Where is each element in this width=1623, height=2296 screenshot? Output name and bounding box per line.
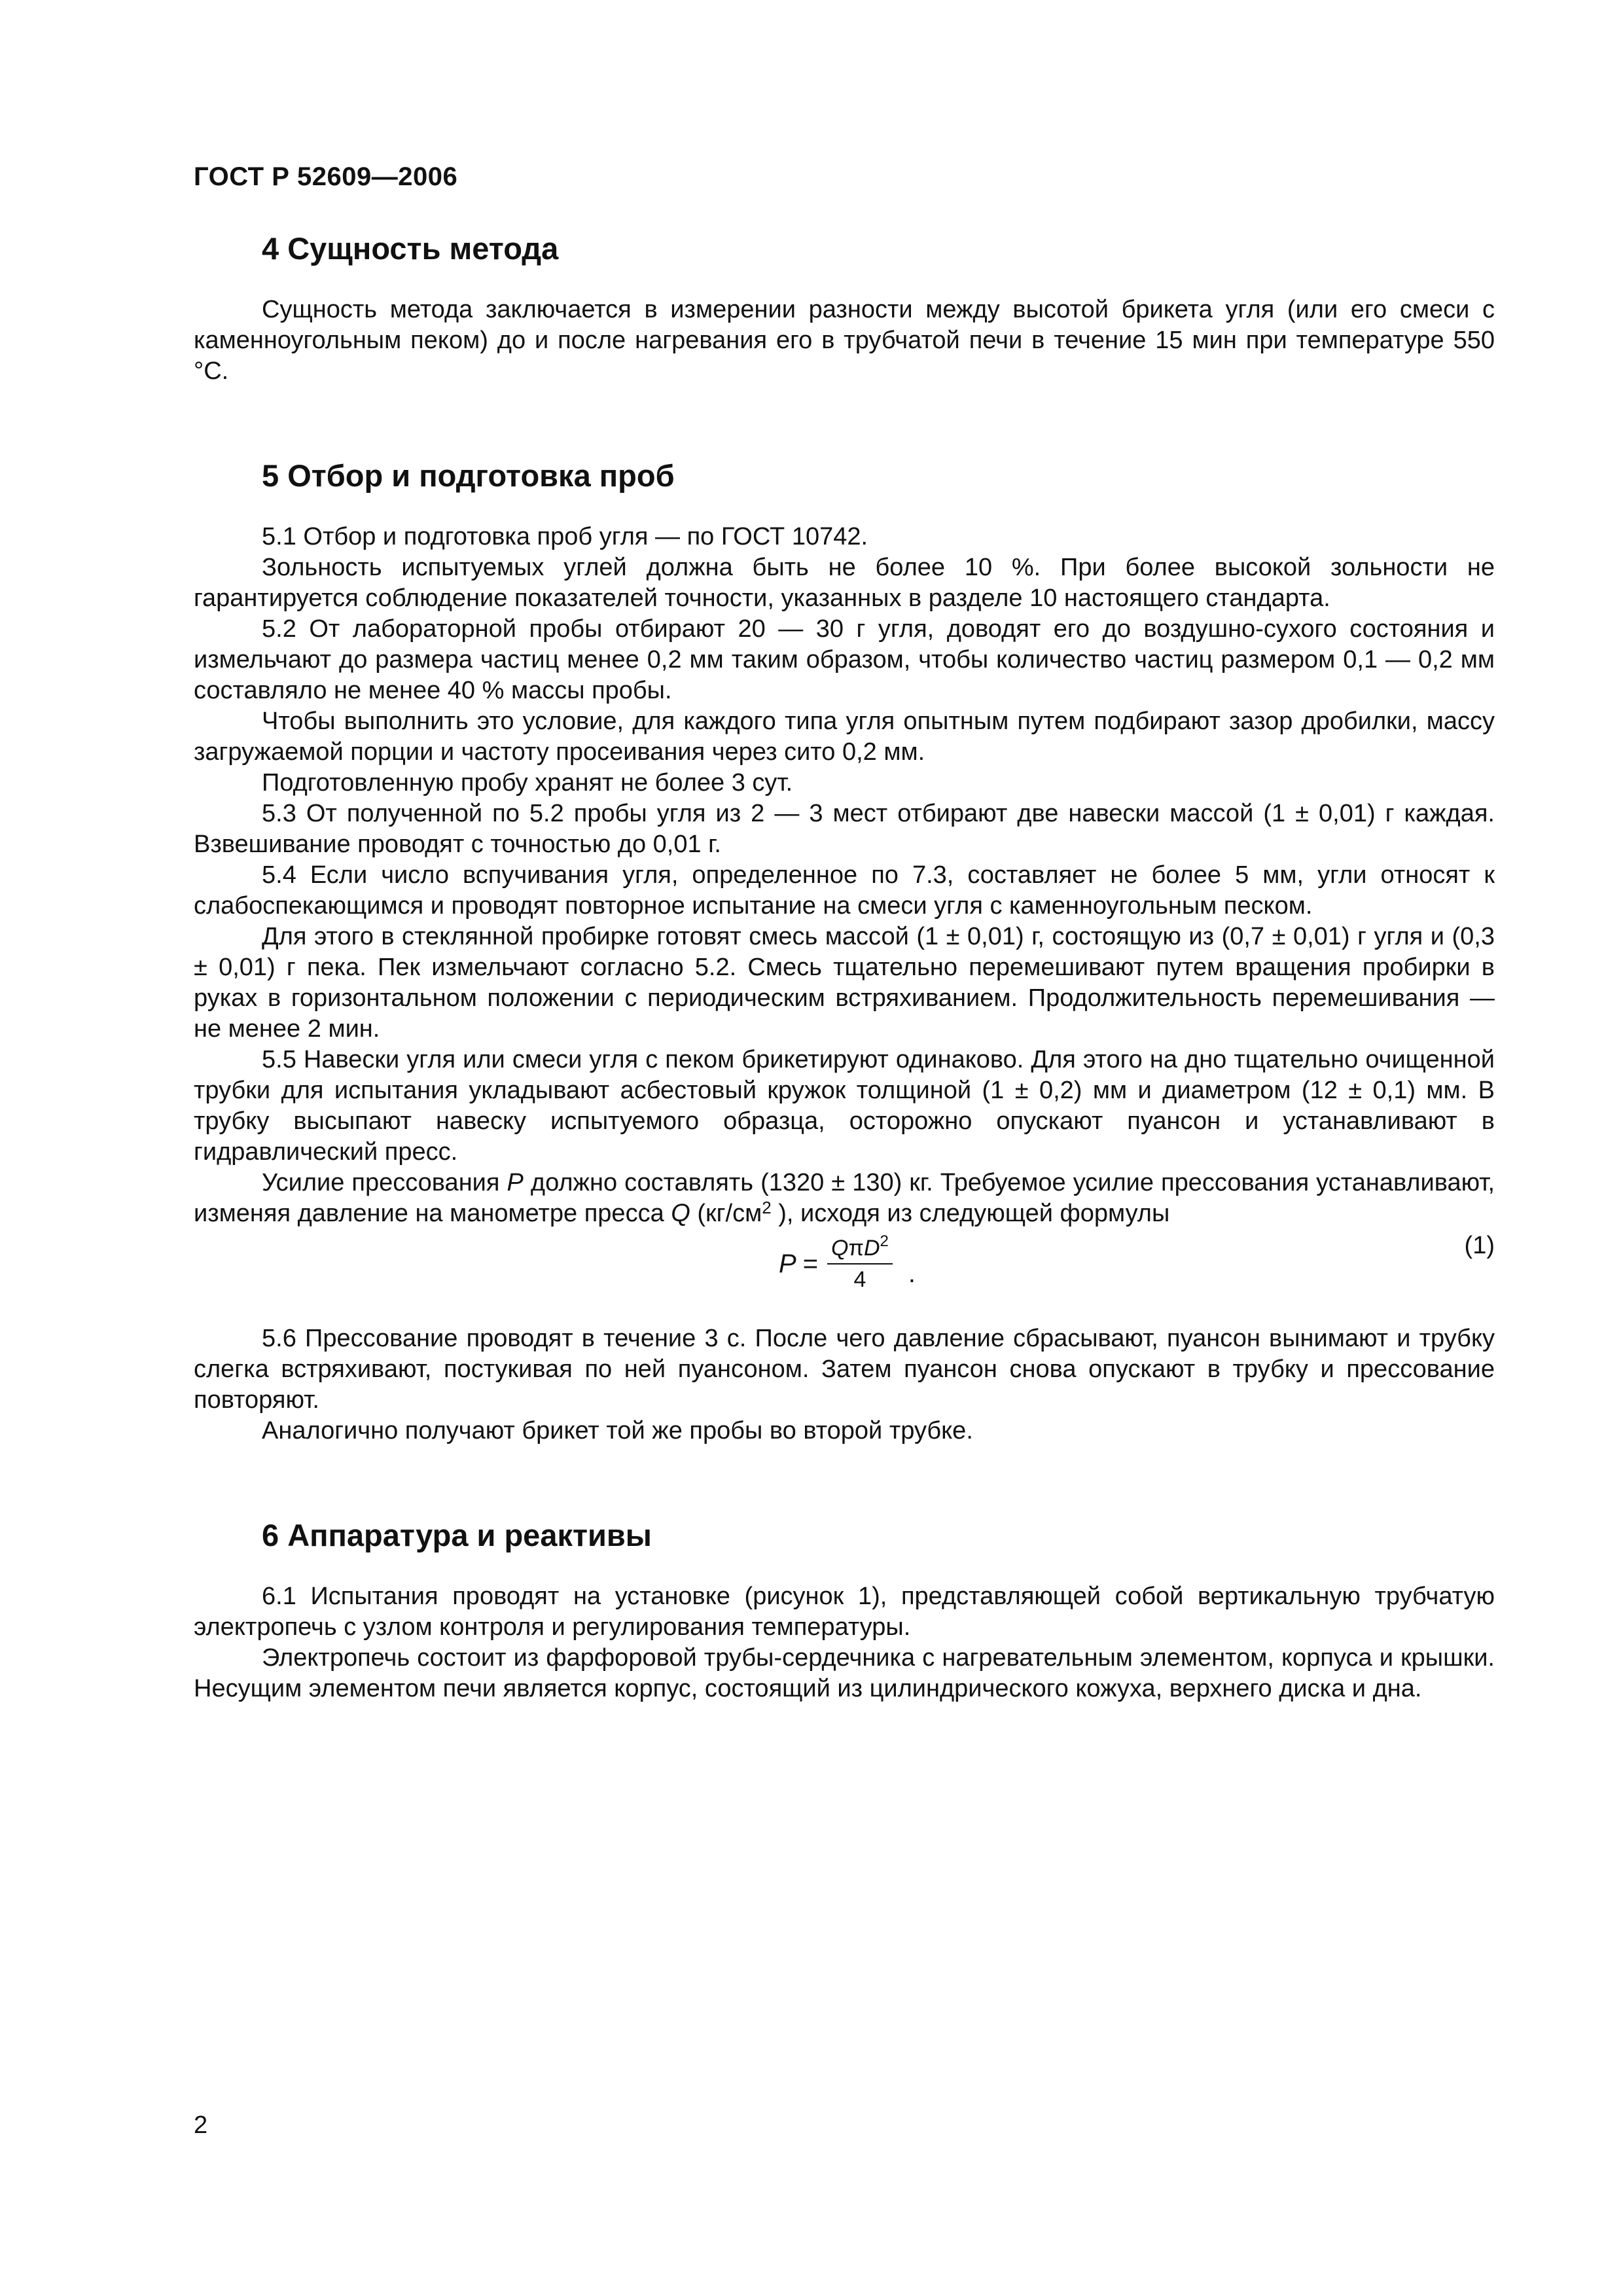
paragraph: Аналогично получают брикет той же пробы во второй трубке. <box>262 1417 973 1444</box>
paragraph: Подготовленную пробу хранят не более 3 сут. <box>262 769 793 797</box>
formula-lhs: P <box>779 1249 796 1278</box>
paragraph: Сущность метода заключается в измерении разности между высотой брикета угля (или его смеси с каменноугольным пеком) до и после нагревания его в трубчатой печи в течение 15 мин при температуре 550 °С. <box>194 296 1495 385</box>
section-4-title: 4 Сущность метода <box>262 231 559 266</box>
paragraph-5-3: 5.3 От полученной по 5.2 пробы угля из 2 — 3 мест отбирают две навески массой (1 ± 0,01) г каждая. Взвешивание проводят с точностью до 0,01 г. <box>194 800 1495 858</box>
paragraph: Для этого в стеклянной пробирке готовят смесь массой (1 ± 0,01) г, состоящую из (0,7 ± 0,01) г угля и (0,3 ± 0,01) г пека. Пек измельчают согласно 5.2. Смесь тщательно перемешивают путем вращения пробирки в руках в горизонтальном положении с периодическим встряхиванием. Продолжительность перемешивания — не менее 2 мин. <box>194 923 1495 1043</box>
formula <box>779 1234 916 1293</box>
section-5 <box>194 456 1495 1446</box>
formula-dot: . <box>908 1259 916 1288</box>
formula-q: Q <box>831 1236 849 1261</box>
paragraph-6-1: 6.1 Испытания проводят на установке (рисунок 1), представляющей собой вертикальную трубчатую электропечь с узлом контроля и регулирования температуры. <box>194 1583 1495 1641</box>
paragraph-5-2: 5.2 От лабораторной пробы отбирают 20 — 30 г угля, доводят его до воздушно-сухого состояния и измельчают до размера частиц менее 0,2 мм таким образом, чтобы количество частиц размером 0,1 — 0,2 мм составляло не менее 40 % массы пробы. <box>194 615 1495 704</box>
paragraph-5-1: 5.1 Отбор и подготовка проб угля — по ГОСТ 10742. <box>262 523 868 550</box>
formula-exponent: 2 <box>880 1232 889 1250</box>
document-body <box>194 229 1495 1774</box>
formula-pi: π <box>848 1236 864 1261</box>
paragraph-5-4: 5.4 Если число вспучивания угля, определенное по 7.3, составляет не более 5 мм, угли относят к слабоспекающимся и проводят повторное испытание на смеси угля с каменноугольным песком. <box>194 861 1495 920</box>
text-run: ), исходя из следующей формулы <box>771 1200 1170 1227</box>
formula-number: (1) <box>1464 1232 1495 1259</box>
formula-block <box>194 1230 1495 1304</box>
text-run: Усилие прессования <box>262 1169 507 1196</box>
section-6 <box>194 1516 1495 1704</box>
variable-q: Q <box>671 1200 690 1227</box>
paragraph-5-6: 5.6 Прессование проводят в течение 3 с. После чего давление сбрасывают, пуансон вынимают и трубку слегка встряхивают, постукивая по ней пуансоном. Затем пуансон снова опускают в трубку и прессование повторяют. <box>194 1325 1495 1414</box>
text-run: (кг/см <box>690 1200 762 1227</box>
text-run: должно составлять (1320 ± 130) кг. Требуемое усилие прессования устанавливают, изменяя давление на манометре пресса <box>194 1169 1495 1227</box>
page-number: 2 <box>194 2111 208 2139</box>
variable-p: P <box>507 1169 524 1196</box>
paragraph-5-5: 5.5 Навески угля или смеси угля с пеком брикетируют одинаково. Для этого на дно тщательно очищенной трубки для испытания укладывают асбестовый кружок толщиной (1 ± 0,2) мм и диаметром (12 ± 0,1) мм. В трубку высыпают навеску испытуемого образца, осторожно опускают пуансон и устанавливают в гидравлический пресс. <box>194 1046 1495 1166</box>
paragraph: Зольность испытуемых углей должна быть не более 10 %. При более высокой зольности не гарантируется соблюдение показателей точности, указанных в разделе 10 настоящего стандарта. <box>194 554 1495 612</box>
section-6-title: 6 Аппаратура и реактивы <box>262 1518 652 1552</box>
paragraph: Электропечь состоит из фарфоровой трубы-сердечника с нагревательным элементом, корпуса и крышки. Несущим элементом печи является корпус, состоящий из цилиндрического кожуха, верхнего диска и дна. <box>194 1644 1495 1702</box>
formula-equals: = <box>802 1249 819 1278</box>
formula-d: D <box>863 1236 880 1261</box>
unit-exponent: 2 <box>762 1198 772 1217</box>
formula-numerator <box>827 1234 893 1265</box>
paragraph-pressing-force <box>194 1168 1495 1229</box>
section-4 <box>194 229 1495 387</box>
standard-header: ГОСТ Р 52609—2006 <box>194 162 458 191</box>
formula-fraction <box>827 1234 893 1293</box>
formula-denominator: 4 <box>853 1267 866 1292</box>
section-5-title: 5 Отбор и подготовка проб <box>262 458 675 493</box>
paragraph: Чтобы выполнить это условие, для каждого типа угля опытным путем подбирают зазор дробилки, массу загружаемой порции и частоту просеивания через сито 0,2 мм. <box>194 708 1495 766</box>
